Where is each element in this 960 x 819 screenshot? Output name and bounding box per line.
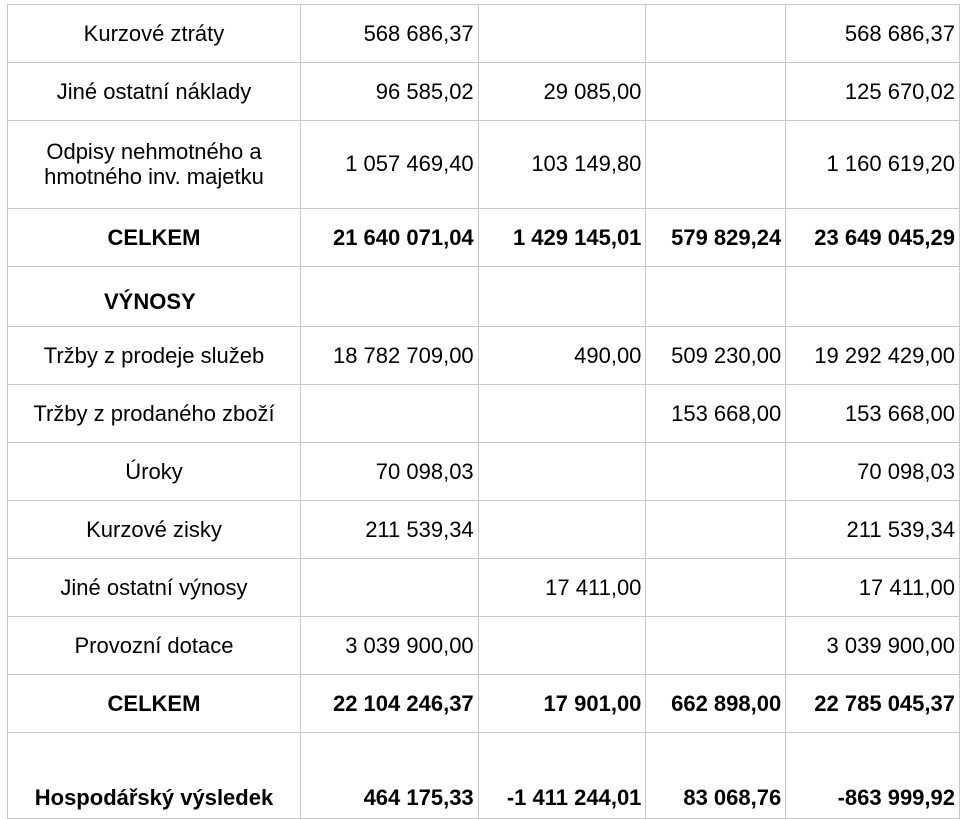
cell-col1: 96 585,02 — [300, 63, 478, 121]
financial-table — [7, 4, 960, 819]
cell-total: 17 411,00 — [786, 559, 960, 617]
cell-col3: 509 230,00 — [646, 327, 786, 385]
cell-col2 — [478, 5, 646, 63]
cell-col3 — [646, 63, 786, 121]
cell-col2: 29 085,00 — [478, 63, 646, 121]
cell-col2 — [478, 443, 646, 501]
cell-col3 — [646, 559, 786, 617]
cell-total: -863 999,92 — [786, 733, 960, 819]
cell-col2: 103 149,80 — [478, 121, 646, 209]
row-label: Úroky — [8, 443, 301, 501]
table-row — [8, 617, 960, 675]
cell-col1: 18 782 709,00 — [300, 327, 478, 385]
cell-col1: 21 640 071,04 — [300, 209, 478, 267]
cell-total — [786, 267, 960, 327]
row-label: Jiné ostatní výnosy — [8, 559, 301, 617]
table-row — [8, 5, 960, 63]
row-label: Odpisy nehmotného a hmotného inv. majetku — [8, 121, 301, 209]
cell-col3: 153 668,00 — [646, 385, 786, 443]
table-row — [8, 733, 960, 819]
row-label: Jiné ostatní náklady — [8, 63, 301, 121]
cell-total: 22 785 045,37 — [786, 675, 960, 733]
row-label: Provozní dotace — [8, 617, 301, 675]
table-row — [8, 675, 960, 733]
cell-col2: 1 429 145,01 — [478, 209, 646, 267]
cell-total: 568 686,37 — [786, 5, 960, 63]
cell-col1: 211 539,34 — [300, 501, 478, 559]
table-row — [8, 385, 960, 443]
cell-col1 — [300, 267, 478, 327]
section-heading: VÝNOSY — [8, 267, 301, 327]
cell-total: 19 292 429,00 — [786, 327, 960, 385]
cell-col3 — [646, 501, 786, 559]
cell-col3 — [646, 5, 786, 63]
table-row — [8, 209, 960, 267]
cell-col2 — [478, 617, 646, 675]
cell-col3: 662 898,00 — [646, 675, 786, 733]
cell-col2: 17 901,00 — [478, 675, 646, 733]
cell-col2: 490,00 — [478, 327, 646, 385]
table-row — [8, 267, 960, 327]
table-row — [8, 559, 960, 617]
table-row — [8, 501, 960, 559]
cell-col1: 3 039 900,00 — [300, 617, 478, 675]
cell-col3 — [646, 121, 786, 209]
cell-total: 1 160 619,20 — [786, 121, 960, 209]
cell-col2: -1 411 244,01 — [478, 733, 646, 819]
cell-col2 — [478, 267, 646, 327]
cell-col2 — [478, 385, 646, 443]
row-label: Tržby z prodeje služeb — [8, 327, 301, 385]
cell-col1: 464 175,33 — [300, 733, 478, 819]
cell-col3 — [646, 443, 786, 501]
row-label: CELKEM — [8, 209, 301, 267]
cell-col1 — [300, 559, 478, 617]
cell-col1: 70 098,03 — [300, 443, 478, 501]
cell-col1 — [300, 385, 478, 443]
cell-total: 3 039 900,00 — [786, 617, 960, 675]
cell-col1: 22 104 246,37 — [300, 675, 478, 733]
cell-col2 — [478, 501, 646, 559]
row-label: Kurzové zisky — [8, 501, 301, 559]
row-label: CELKEM — [8, 675, 301, 733]
cell-total: 23 649 045,29 — [786, 209, 960, 267]
cell-col2: 17 411,00 — [478, 559, 646, 617]
cell-total: 153 668,00 — [786, 385, 960, 443]
row-label: Tržby z prodaného zboží — [8, 385, 301, 443]
row-label: Kurzové ztráty — [8, 5, 301, 63]
row-label: Hospodářský výsledek — [8, 733, 301, 819]
cell-total: 125 670,02 — [786, 63, 960, 121]
table-row — [8, 443, 960, 501]
cell-col3 — [646, 267, 786, 327]
table-row — [8, 121, 960, 209]
cell-col3 — [646, 617, 786, 675]
cell-col3: 579 829,24 — [646, 209, 786, 267]
table-row — [8, 327, 960, 385]
cell-col3: 83 068,76 — [646, 733, 786, 819]
cell-total: 70 098,03 — [786, 443, 960, 501]
cell-col1: 1 057 469,40 — [300, 121, 478, 209]
table-row — [8, 63, 960, 121]
cell-col1: 568 686,37 — [300, 5, 478, 63]
cell-total: 211 539,34 — [786, 501, 960, 559]
table-body — [8, 5, 960, 819]
